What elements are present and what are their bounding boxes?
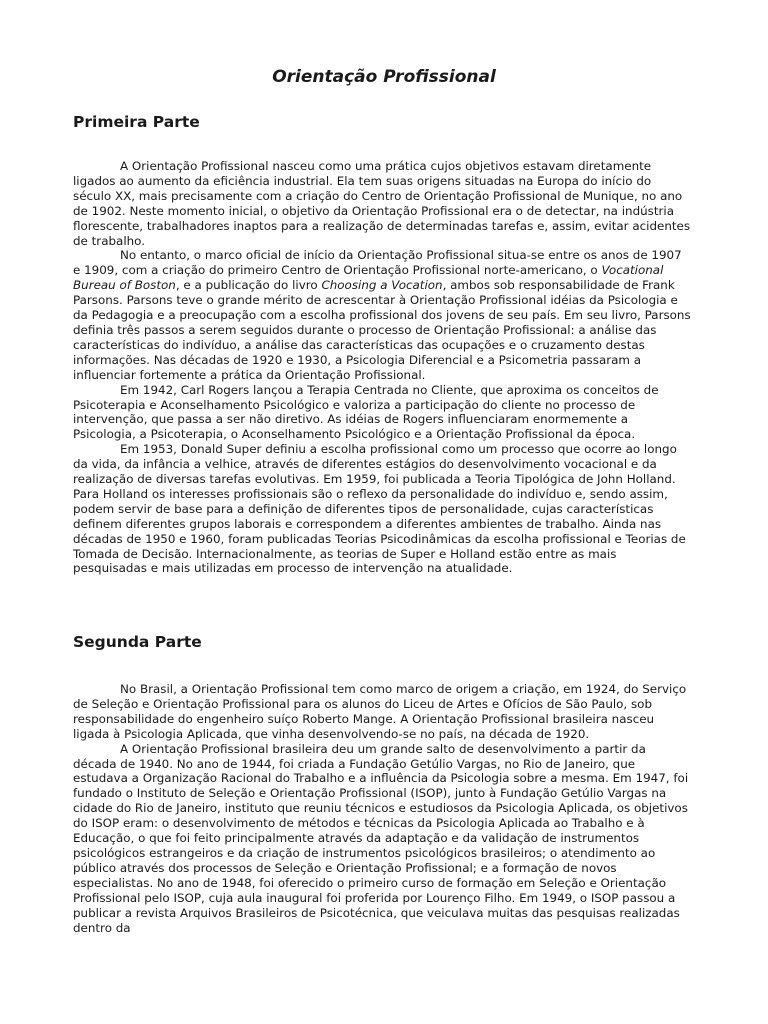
paragraph xyxy=(73,248,691,382)
italic-text: Vocational Bureau of Boston xyxy=(73,263,664,293)
section-heading-primeira-parte: Primeira Parte xyxy=(73,113,200,131)
text-run: Em 1953, Donald Super definiu a escolha profissional como um processo que ocorre ao longo da vida, da infância a velhice, através de diferentes estágios do desenvolvimento vocacional e da realização de diversas tarefas evolutivas. Em 1959, foi publicada a Teoria Tipológica de John Holland. Para Holland os interesses profissionais são o reflexo da personalidade do indivíduo e, sendo assim, podem servir de base para a definição de diferentes tipos de personalidade, cujas características definem diferentes grupos laborais e correspondem a diferentes ambientes de trabalho. Ainda nas décadas de 1950 e 1960, foram publicadas Teorias Psicodinâmicas da escolha profissional e Teorias de Tomada de Decisão. Internacionalmente, as teorias de Super e Holland estão entre as mais pesquisadas e mais utilizadas em processo de intervenção na atualidade. xyxy=(73,442,686,576)
text-run: No entanto, o marco oficial de início da Orientação Profissional situa-se entre os anos de 1907 e 1909, com a criação do primeiro Centro de Orientação Profissional norte-americano, o xyxy=(73,248,682,278)
paragraph xyxy=(73,159,691,248)
text-run: No Brasil, a Orientação Profissional tem como marco de origem a criação, em 1924, do Serviço de Seleção e Orientação Profissional para os alunos do Liceu de Artes e Ofícios de São Paulo, sob responsabilidade do engenheiro suíço Roberto Mange. A Orientação Profissional brasileira nasceu ligada à Psicologia Aplicada, que vinha desenvolvendo-se no país, na década de 1920. xyxy=(73,682,687,741)
text-run: A Orientação Profissional nasceu como uma prática cujos objetivos estavam diretamente ligados ao aumento da eficiência industrial. Ela tem suas origens situadas na Europa do início do século XX, mais precisamente com a criação do Centro de Orientação Profissional de Munique, no ano de 1902. Neste momento inicial, o objetivo da Orientação Profissional era o de detectar, na indústria florescente, trabalhadores inaptos para a realização de determinadas tarefas e, assim, evitar acidentes de trabalho. xyxy=(73,159,691,248)
section-heading-segunda-parte: Segunda Parte xyxy=(73,633,202,651)
paragraph xyxy=(73,442,691,576)
text-run: , ambos sob responsabilidade de Frank Parsons. Parsons teve o grande mérito de acrescentar à Orientação Profissional idéias da Psicologia e da Pedagogia e a preocupação com a escolha profissional dos jovens de seu país. Em seu livro, Parsons definia três passos a serem seguidos durante o processo de Orientação Profissional: a análise das características do indivíduo, a análise das características das ocupações e o cruzamento destas informações. Nas décadas de 1920 e 1930, a Psicologia Diferencial e a Psicometria passaram a influenciar fortemente a prática da Orientação Profissional. xyxy=(73,278,691,382)
document-title: Orientação Profissional xyxy=(272,67,496,87)
text-run: A Orientação Profissional brasileira deu um grande salto de desenvolvimento a partir da década de 1940. No ano de 1944, foi criada a Fundação Getúlio Vargas, no Rio de Janeiro, que estudava a Organização Racional do Trabalho e a influência da Psicologia sobre a mesma. Em 1947, foi fundado o Instituto de Seleção e Orientação Profissional (ISOP), junto à Fundação Getúlio Vargas na cidade do Rio de Janeiro, instituto que reuniu técnicos e estudiosos da Psicologia Aplicada, os objetivos do ISOP eram: o desenvolvimento de métodos e técnicas da Psicologia Aplicada ao Trabalho e à Educação, o que foi feito principalmente através da adaptação e da validação de instrumentos psicológicos estrangeiros e da criação de instrumentos psicológicos brasileiros; o atendimento ao público através dos processos de Seleção e Orientação Profissional; e a formação de novos especialistas. No ano de 1948, foi oferecido o primeiro curso de formação em Seleção e Orientação Profissional pelo ISOP, cuja aula inaugural foi proferida por Lourenço Filho. Em 1949, o ISOP passou a publicar a revista Arquivos Brasileiros de Psicotécnica, que veiculava muitas das pesquisas realizadas dentro da xyxy=(73,741,689,935)
text-run: , e a publicação do livro xyxy=(175,278,322,293)
italic-text: Choosing a Vocation xyxy=(321,278,443,293)
paragraph xyxy=(73,742,691,936)
paragraph xyxy=(73,682,691,742)
text-run: Em 1942, Carl Rogers lançou a Terapia Centrada no Cliente, que aproxima os conceitos de Psicoterapia e Aconselhamento Psicológico e valoriza a participação do cliente no processo de intervenção, que passa a ser não diretivo. As idéias de Rogers influenciaram enormemente a Psicologia, a Psicoterapia, o Aconselhamento Psicológico e a Orientação Profissional da época. xyxy=(73,382,659,442)
paragraph xyxy=(73,383,691,443)
section-body-segunda-parte xyxy=(73,682,691,935)
section-body-primeira-parte xyxy=(73,159,691,576)
